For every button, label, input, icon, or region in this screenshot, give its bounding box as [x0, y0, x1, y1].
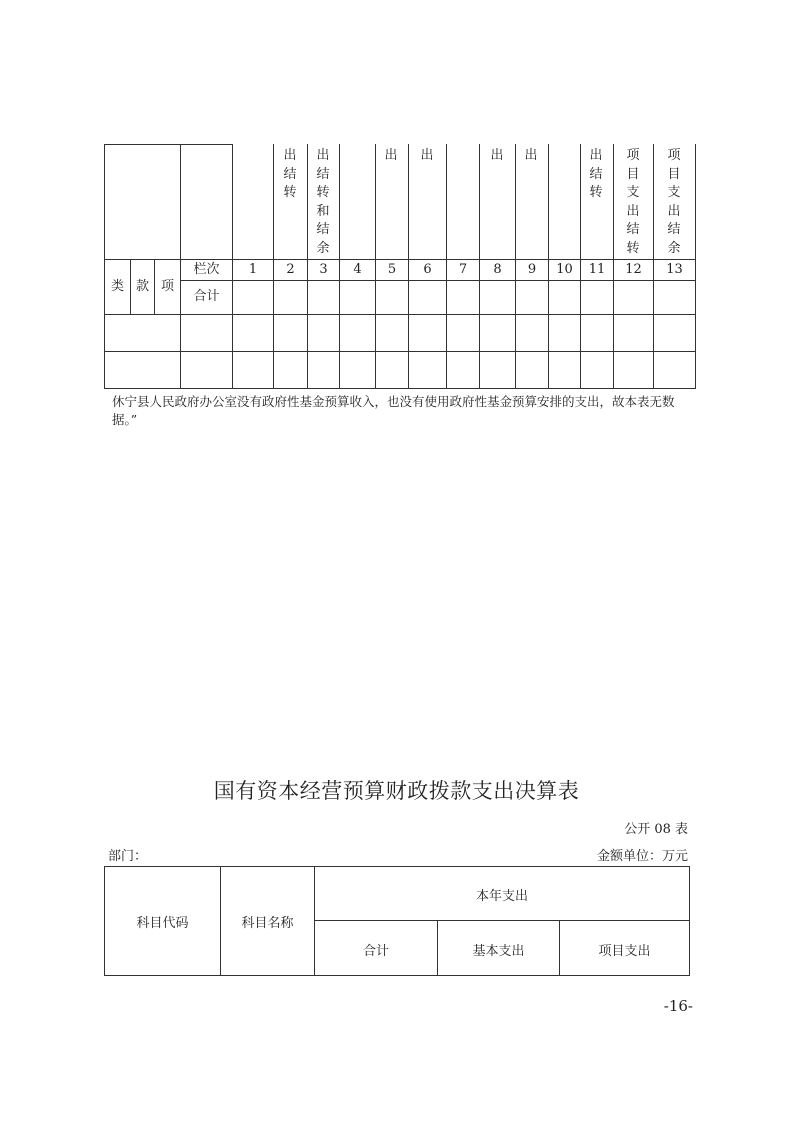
header-char: 结: [667, 222, 681, 237]
header-char: 余: [667, 240, 681, 256]
column-number: 2: [286, 262, 295, 277]
header-subject-name: 科目名称: [241, 916, 294, 931]
table-border: [104, 388, 696, 389]
header-char: 支: [667, 185, 681, 200]
total-label: 合计: [193, 289, 220, 304]
header-char: 支: [626, 185, 640, 200]
column-number: 5: [387, 262, 397, 277]
header-col-11: [586, 147, 606, 203]
column-number: 10: [556, 262, 573, 277]
table-border: [104, 144, 233, 145]
header-char: 出: [589, 148, 603, 163]
header-char: 结: [283, 166, 297, 182]
header-char: 项: [626, 148, 640, 163]
column-number: 4: [353, 262, 362, 277]
header-char: 出: [524, 148, 538, 163]
table-border: [104, 144, 105, 389]
header-char: 结: [626, 222, 640, 237]
header-current-year-expenditure: 本年支出: [475, 889, 528, 904]
header-col-9: [521, 147, 541, 166]
unit-label: 金额单位：万元: [596, 849, 688, 864]
header-char: 出: [384, 148, 398, 163]
header-char: 出: [667, 203, 681, 219]
header-char: 余: [316, 240, 330, 256]
column-index-label: 栏次: [193, 262, 220, 277]
header-char: 结: [316, 222, 330, 237]
table-border: [104, 351, 696, 352]
header-col-5: [381, 147, 401, 166]
table-border: [104, 259, 696, 260]
header-col-8: [487, 147, 507, 166]
table-border: [180, 280, 696, 281]
column-number: 3: [319, 262, 328, 277]
header-col-12: [623, 147, 643, 258]
header-char: 转: [626, 240, 640, 256]
header-total: 合计: [362, 944, 389, 959]
header-char: 目: [626, 166, 640, 182]
header-char: 出: [420, 148, 434, 163]
table-border: [104, 866, 690, 867]
header-char: 出: [626, 203, 640, 219]
table-border: [314, 920, 690, 921]
column-number: 1: [248, 262, 258, 277]
header-char: 结: [589, 166, 603, 182]
table-border: [104, 975, 690, 976]
column-number: 9: [527, 262, 537, 277]
item-label: 项: [160, 279, 174, 294]
section-label: 款: [135, 279, 149, 294]
header-char: 转: [283, 185, 297, 200]
no-data-note: 休宁县人民政府办公室没有政府性基金预算收入，也没有使用政府性基金预算安排的支出，故本表无数据。”: [112, 394, 675, 427]
header-char: 出: [316, 148, 330, 163]
form-code: 公开 08 表: [624, 822, 688, 837]
header-col-2: [280, 147, 300, 203]
header-char: 目: [667, 166, 681, 182]
table-border: [689, 866, 690, 976]
header-char: 转: [316, 185, 330, 200]
header-col-13: [664, 147, 684, 258]
header-col-6: [417, 147, 437, 166]
table-border: [314, 866, 315, 976]
column-number: 6: [423, 262, 432, 277]
header-subject-code: 科目代码: [136, 916, 189, 931]
column-number: 8: [493, 262, 502, 277]
table-title: 国有资本经营预算财政拨款支出决算表: [213, 779, 580, 803]
column-number: 7: [458, 262, 468, 277]
page-number: -16-: [663, 997, 693, 1015]
header-char: 出: [490, 148, 504, 163]
header-project-expenditure: 项目支出: [598, 944, 651, 959]
header-char: 出: [283, 148, 297, 163]
column-number: 11: [588, 262, 606, 277]
column-number: 13: [666, 262, 683, 277]
table-border: [104, 314, 696, 315]
header-char: 结: [316, 166, 330, 182]
column-number: 12: [625, 262, 642, 277]
header-char: 项: [667, 148, 681, 163]
department-label: 部门：: [108, 849, 148, 864]
header-basic-expenditure: 基本支出: [472, 944, 525, 959]
class-label: 类: [110, 279, 124, 294]
header-char: 转: [589, 185, 603, 200]
header-char: 和: [316, 203, 330, 219]
table-border: [695, 144, 696, 389]
header-col-3: [313, 147, 333, 258]
